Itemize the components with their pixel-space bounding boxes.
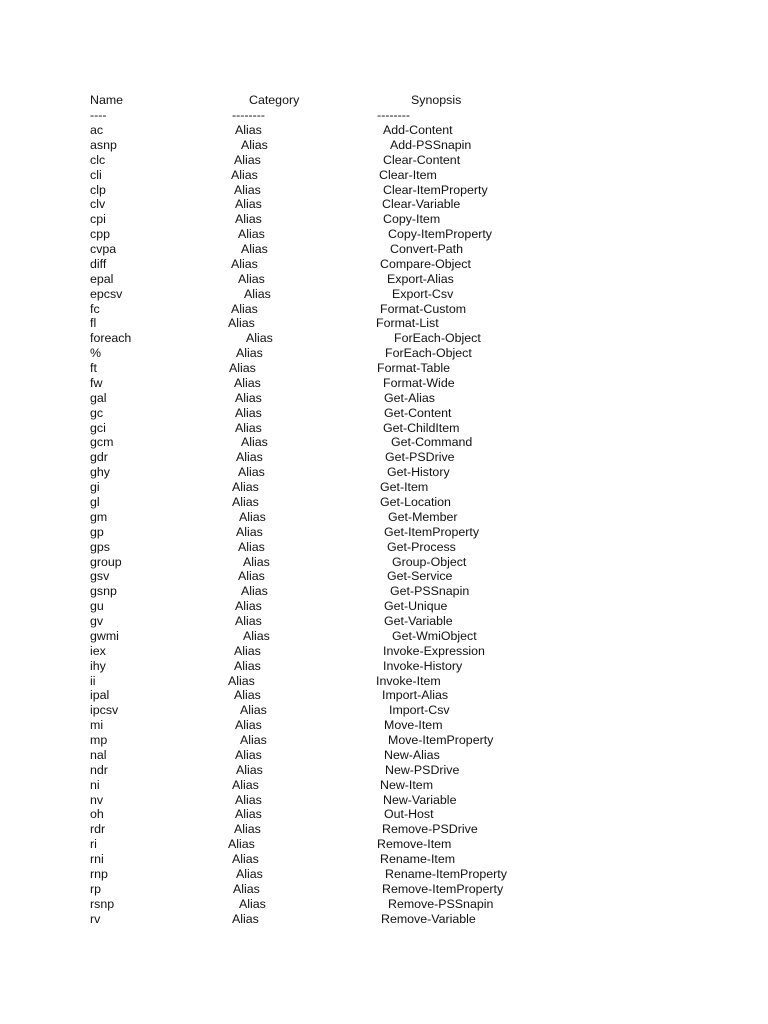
alias-synopsis: Copy-ItemProperty bbox=[388, 227, 492, 242]
table-row bbox=[0, 912, 768, 927]
table-row bbox=[0, 659, 768, 674]
alias-category: Alias bbox=[236, 450, 263, 465]
alias-synopsis: New-Item bbox=[380, 777, 434, 792]
alias-category: Alias bbox=[232, 852, 259, 867]
alias-synopsis: Move-Item bbox=[384, 718, 443, 733]
alias-category: Alias bbox=[235, 807, 262, 822]
alias-category: Alias bbox=[234, 152, 261, 167]
alias-synopsis: Get-PSDrive bbox=[385, 450, 455, 465]
alias-synopsis: Remove-PSSnapin bbox=[388, 896, 494, 911]
alias-name: cpi bbox=[90, 212, 106, 227]
alias-category: Alias bbox=[232, 495, 259, 509]
alias-synopsis: Clear-Item bbox=[379, 167, 437, 182]
alias-name: % bbox=[90, 346, 102, 361]
table-row bbox=[0, 584, 768, 599]
alias-category: Alias bbox=[239, 509, 266, 524]
alias-synopsis: Clear-Variable bbox=[382, 197, 461, 212]
table-row bbox=[0, 376, 768, 391]
table-row bbox=[0, 882, 768, 897]
alias-category: Alias bbox=[233, 881, 260, 896]
alias-synopsis: Export-Alias bbox=[387, 271, 454, 286]
alias-category: Alias bbox=[234, 375, 261, 390]
alias-category: Alias bbox=[238, 569, 265, 584]
column-header-category: Category bbox=[249, 93, 300, 107]
alias-category: Alias bbox=[234, 182, 261, 197]
alias-name: ndr bbox=[90, 762, 108, 777]
table-row bbox=[0, 123, 768, 138]
table-row bbox=[0, 346, 768, 361]
alias-synopsis: Import-Csv bbox=[389, 703, 450, 718]
table-row bbox=[0, 495, 768, 510]
alias-synopsis: Format-List bbox=[376, 316, 439, 331]
alias-name: gcm bbox=[90, 435, 114, 450]
alias-name: cpp bbox=[90, 227, 110, 242]
alias-synopsis: Get-Content bbox=[384, 405, 452, 420]
alias-name: ft bbox=[90, 361, 97, 376]
alias-name: ri bbox=[90, 837, 97, 852]
alias-name: gsv bbox=[90, 569, 110, 584]
alias-name: diff bbox=[90, 256, 107, 271]
alias-category: Alias bbox=[232, 480, 259, 495]
alias-category: Alias bbox=[235, 614, 262, 629]
alias-synopsis: Export-Csv bbox=[392, 286, 454, 301]
table-row bbox=[0, 361, 768, 376]
alias-category: Alias bbox=[243, 554, 270, 569]
alias-name: rsnp bbox=[90, 896, 115, 911]
alias-synopsis: Get-Variable bbox=[384, 614, 453, 629]
alias-category: Alias bbox=[243, 628, 270, 643]
table-row bbox=[0, 688, 768, 703]
alias-category: Alias bbox=[231, 256, 258, 271]
alias-name: epcsv bbox=[90, 286, 123, 301]
table-row bbox=[0, 763, 768, 778]
alias-synopsis: Format-Custom bbox=[380, 301, 467, 316]
alias-name: foreach bbox=[90, 331, 132, 346]
table-row bbox=[0, 406, 768, 421]
table-row bbox=[0, 287, 768, 302]
table-row bbox=[0, 793, 768, 808]
alias-category: Alias bbox=[238, 539, 265, 554]
alias-category: Alias bbox=[229, 361, 256, 376]
alias-category: Alias bbox=[236, 524, 263, 539]
alias-synopsis: Convert-Path bbox=[390, 242, 464, 257]
table-row bbox=[0, 168, 768, 183]
alias-synopsis: Copy-Item bbox=[383, 212, 441, 227]
alias-synopsis: Get-PSSnapin bbox=[390, 584, 470, 599]
alias-name: ac bbox=[90, 123, 104, 137]
alias-name: clp bbox=[90, 182, 106, 197]
table-row bbox=[0, 778, 768, 793]
alias-synopsis: Out-Host bbox=[384, 807, 434, 822]
alias-category: Alias bbox=[234, 658, 261, 673]
alias-synopsis: Add-Content bbox=[383, 123, 453, 137]
alias-name: ipal bbox=[90, 688, 110, 703]
alias-name: oh bbox=[90, 807, 104, 822]
alias-category: Alias bbox=[235, 123, 262, 137]
alias-synopsis: ForEach-Object bbox=[394, 331, 481, 346]
alias-name: ipcsv bbox=[90, 703, 119, 718]
alias-name: cvpa bbox=[90, 242, 117, 257]
alias-synopsis: Clear-Content bbox=[383, 152, 461, 167]
alias-synopsis: New-Alias bbox=[384, 747, 440, 762]
table-row bbox=[0, 629, 768, 644]
table-row bbox=[0, 569, 768, 584]
alias-synopsis: Rename-Item bbox=[380, 852, 456, 867]
alias-category: Alias bbox=[235, 599, 262, 614]
alias-category: Alias bbox=[241, 435, 268, 450]
alias-category: Alias bbox=[241, 137, 268, 152]
alias-synopsis: Move-ItemProperty bbox=[388, 733, 494, 748]
alias-category: Alias bbox=[235, 718, 262, 733]
alias-category: Alias bbox=[238, 227, 265, 242]
alias-name: gu bbox=[90, 599, 104, 614]
table-row bbox=[0, 718, 768, 733]
alias-name: ihy bbox=[90, 658, 106, 673]
alias-name: rnp bbox=[90, 867, 108, 881]
alias-category: Alias bbox=[232, 911, 259, 926]
alias-category: Alias bbox=[231, 301, 258, 316]
alias-synopsis: ForEach-Object bbox=[385, 346, 472, 361]
alias-name: gdr bbox=[90, 450, 108, 465]
alias-name: rdr bbox=[90, 822, 106, 837]
alias-name: gl bbox=[90, 495, 100, 509]
alias-synopsis: Get-WmiObject bbox=[392, 628, 477, 643]
alias-category: Alias bbox=[246, 331, 273, 346]
alias-name: nv bbox=[90, 792, 104, 807]
alias-name: iex bbox=[90, 643, 106, 658]
alias-name: group bbox=[90, 554, 122, 569]
alias-name: clc bbox=[90, 152, 106, 167]
table-row bbox=[0, 450, 768, 465]
alias-name: gc bbox=[90, 405, 104, 420]
separator-synopsis: -------- bbox=[377, 108, 411, 122]
table-row bbox=[0, 242, 768, 257]
table-row bbox=[0, 540, 768, 555]
table-row bbox=[0, 257, 768, 272]
alias-category: Alias bbox=[240, 733, 267, 748]
alias-name: gm bbox=[90, 509, 108, 524]
alias-category: Alias bbox=[241, 584, 268, 599]
alias-synopsis: Invoke-History bbox=[383, 658, 463, 673]
alias-name: gwmi bbox=[90, 628, 119, 643]
alias-synopsis: Get-Alias bbox=[384, 390, 435, 405]
table-row bbox=[0, 733, 768, 748]
alias-name: asnp bbox=[90, 137, 117, 152]
alias-synopsis: Remove-PSDrive bbox=[382, 822, 478, 837]
alias-name: mi bbox=[90, 718, 104, 733]
alias-synopsis: Import-Alias bbox=[382, 688, 449, 703]
alias-synopsis: Remove-Item bbox=[377, 837, 452, 852]
alias-category: Alias bbox=[235, 405, 262, 420]
alias-category: Alias bbox=[228, 673, 255, 688]
table-header-row bbox=[0, 93, 768, 108]
alias-name: clv bbox=[90, 197, 106, 212]
alias-name: ni bbox=[90, 777, 100, 792]
table-row bbox=[0, 807, 768, 822]
alias-synopsis: Remove-ItemProperty bbox=[382, 881, 504, 896]
alias-category: Alias bbox=[228, 837, 255, 852]
alias-synopsis: Get-Process bbox=[387, 539, 456, 554]
alias-synopsis: Clear-ItemProperty bbox=[383, 182, 488, 197]
table-row bbox=[0, 302, 768, 317]
table-row bbox=[0, 525, 768, 540]
alias-synopsis: Get-Member bbox=[388, 509, 458, 524]
alias-synopsis: Rename-ItemProperty bbox=[385, 867, 507, 881]
alias-category: Alias bbox=[236, 867, 263, 881]
alias-category: Alias bbox=[235, 390, 262, 405]
alias-name: rv bbox=[90, 911, 101, 926]
alias-synopsis: Group-Object bbox=[392, 554, 467, 569]
table-row bbox=[0, 421, 768, 436]
table-row bbox=[0, 599, 768, 614]
table-row bbox=[0, 331, 768, 346]
alias-name: epal bbox=[90, 271, 114, 286]
table-row bbox=[0, 183, 768, 198]
table-row bbox=[0, 852, 768, 867]
alias-synopsis: New-PSDrive bbox=[385, 762, 460, 777]
table-row bbox=[0, 227, 768, 242]
table-row bbox=[0, 748, 768, 763]
alias-name: rp bbox=[90, 881, 102, 896]
table-separator-row bbox=[0, 108, 768, 123]
alias-name: ghy bbox=[90, 465, 110, 480]
table-row bbox=[0, 272, 768, 287]
alias-synopsis: Format-Wide bbox=[383, 375, 455, 390]
table-row bbox=[0, 703, 768, 718]
alias-synopsis: Remove-Variable bbox=[381, 911, 476, 926]
alias-synopsis: Invoke-Item bbox=[376, 673, 441, 688]
column-header-synopsis: Synopsis bbox=[411, 93, 462, 107]
column-header-name: Name bbox=[90, 93, 124, 107]
separator-name: ---- bbox=[90, 108, 107, 122]
alias-category: Alias bbox=[232, 777, 259, 792]
alias-synopsis: Get-ChildItem bbox=[383, 420, 460, 435]
table-row bbox=[0, 480, 768, 495]
alias-category: Alias bbox=[239, 896, 266, 911]
table-row bbox=[0, 897, 768, 912]
alias-name: gv bbox=[90, 614, 104, 629]
alias-category: Alias bbox=[235, 747, 262, 762]
alias-category: Alias bbox=[234, 688, 261, 703]
alias-category: Alias bbox=[234, 822, 261, 837]
alias-name: gsnp bbox=[90, 584, 117, 599]
alias-synopsis: Get-ItemProperty bbox=[384, 524, 480, 539]
alias-synopsis: Get-History bbox=[387, 465, 450, 480]
alias-synopsis: Get-Service bbox=[387, 569, 453, 584]
alias-category: Alias bbox=[244, 286, 271, 301]
alias-name: gi bbox=[90, 480, 100, 495]
table-row bbox=[0, 391, 768, 406]
table-row bbox=[0, 674, 768, 689]
alias-name: ii bbox=[90, 673, 96, 688]
alias-category: Alias bbox=[234, 643, 261, 658]
table-row bbox=[0, 212, 768, 227]
table-row bbox=[0, 614, 768, 629]
alias-category: Alias bbox=[241, 242, 268, 257]
alias-name: gp bbox=[90, 524, 104, 539]
alias-name: gal bbox=[90, 390, 107, 405]
alias-synopsis: Invoke-Expression bbox=[383, 643, 485, 658]
alias-name: fc bbox=[90, 301, 100, 316]
alias-category: Alias bbox=[240, 703, 267, 718]
table-row bbox=[0, 644, 768, 659]
alias-category: Alias bbox=[236, 762, 263, 777]
alias-name: gps bbox=[90, 539, 110, 554]
table-row bbox=[0, 138, 768, 153]
alias-synopsis: Get-Command bbox=[391, 435, 473, 450]
table-row bbox=[0, 822, 768, 837]
table-row bbox=[0, 555, 768, 570]
separator-category: -------- bbox=[232, 108, 266, 122]
alias-name: mp bbox=[90, 733, 108, 748]
table-row bbox=[0, 435, 768, 450]
alias-category: Alias bbox=[231, 167, 258, 182]
alias-synopsis: New-Variable bbox=[383, 792, 457, 807]
table-row bbox=[0, 837, 768, 852]
table-row bbox=[0, 465, 768, 480]
alias-name: fl bbox=[90, 316, 97, 331]
alias-synopsis: Compare-Object bbox=[380, 256, 471, 271]
alias-category: Alias bbox=[235, 197, 262, 212]
alias-category: Alias bbox=[238, 271, 265, 286]
alias-name: cli bbox=[90, 167, 102, 182]
alias-category: Alias bbox=[235, 212, 262, 227]
table-row bbox=[0, 510, 768, 525]
table-row bbox=[0, 197, 768, 212]
alias-category: Alias bbox=[228, 316, 255, 331]
alias-category: Alias bbox=[235, 792, 262, 807]
table-row bbox=[0, 316, 768, 331]
alias-category: Alias bbox=[238, 465, 265, 480]
alias-synopsis: Get-Unique bbox=[384, 599, 448, 614]
alias-name: gci bbox=[90, 420, 106, 435]
alias-category: Alias bbox=[235, 420, 262, 435]
table-row bbox=[0, 153, 768, 168]
alias-name: rni bbox=[90, 852, 104, 867]
alias-synopsis: Add-PSSnapin bbox=[390, 137, 472, 152]
alias-category: Alias bbox=[236, 346, 263, 361]
alias-synopsis: Get-Location bbox=[380, 495, 451, 509]
alias-synopsis: Format-Table bbox=[377, 361, 450, 376]
table-row bbox=[0, 867, 768, 882]
alias-synopsis: Get-Item bbox=[380, 480, 429, 495]
alias-name: nal bbox=[90, 747, 107, 762]
alias-name: fw bbox=[90, 375, 103, 390]
